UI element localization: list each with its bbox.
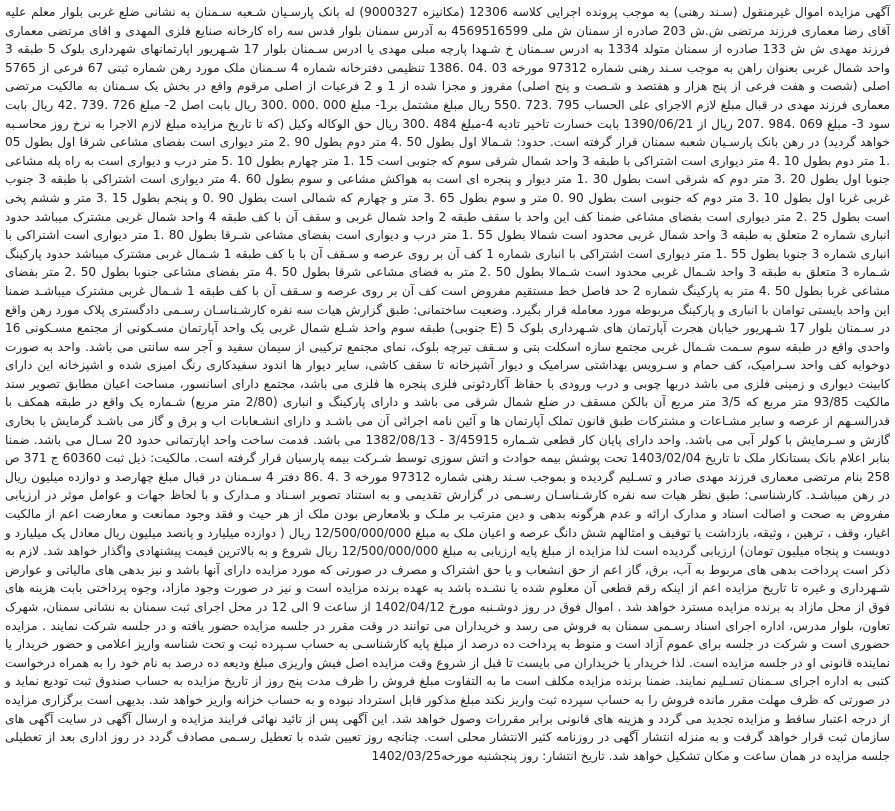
- notice-body-text: آگهی مزایده اموال غیرمنقول (سـند رهنی) به موجب پرونده اجرایی کلاسه 12306 (مکانیزه 9000327) له بانک پارسـیان شـعبه سـمنان به نشانی ضلع غربی بلوار معلم علیه آقای رضا معماری فرزند مرتضی ش.ش 203 صادره از سمنان ش ملی 4569516599 به آدرس سمنان بلوار قدس سه راه کارخانه صنایع فلزی المهدی و اقای مرتضی معماری فرزند مهدی ش ش 133 صادره از سمنان متولد 1334 به ادرس سـمنان خ شـهدا پارچه مبلی مهدی یا ادرس سـمنان بلوار 17 شـهریور اپارتمانهای شهرداری بلوک 5 طبقه 3 واحد شمال غربی بعنوان راهن به موجب سـند رهنی شماره 97312 مورخه 03 .04 .1386 تنظیمی دفترخانه شماره 4 سـمنان ملک مورد رهن شماره ثبتی 67 فرعی از 5765 اصلی (شصت و هفت فرعی از پنج هزار و هفتصد و شـصت و پنج اصلی) مفروز و مجزا شده از 1 و 2 فرعیات از اصلی مرقوم واقع در بخش یک سـمنان به مالکیت مرتضی معماری فرزند مهدی در قبال مبلغ لازم الاجرای علی الحساب 795 .723 .550 ریال مبلغ مشتمل بر1- مبلغ 000 .000 .300 ریال بابت اصل 2- مبلغ 726 .739 .42 ریال بابت سود 3- مبلغ 069 .984 .207 ریال از 1390/06/21 بابت خسارت تاخیر تادیه 4-مبلغ 484 .300 ریال حق الوکاله وکیل (که تا تاریخ مزایده مبلغ لازم الاجرا به نرخ روز محاسـبه خواهد گردید) در رهن بانک پارسـیان شعبه سمنان قرار گرفته است. حدود: شـمالا اول بطول 50 .4 متر دوم بطول 90 .2 متر دیواری است بفضای مشاعی شرقا اول بطول 05 .1 متر دوم بطول 10 .4 متر دیواری است اشتراکی با طبقه 3 واحد شمال شرقی سوم که جنوبی است 15 .1 متر چهارم بطول 10 .5 متر درب و دیواری است به راه پله مشاعی جنوبا اول بطول 20 .3 متر دوم که شرقی است بطول 30 .1 متر دیوار و پنجره ای است به هواکش مشاعی و سوم بطول 60 .4 متر دیواری است اشتراکی با طبقه 3 جنوب غربی غربا اول بطول 10 .3 متر دوم که جنوبی است بطول 90 .0 متر و سوم بطول 65 .3 متر و چهارم که شمالی است بطول 90 .0 و پنجم بطول 15 .3 متر و ششم پخی است بطول 25 .2 متر دیواری است بفضای مشاعی ضمنا کف این واحد با سقف طبقه 2 واحد شمال غربی و سقف آن با کف طبقه 4 واحد شمال غربی مشترک میباشد حدود انباری شماره 2 متعلق به طبقه 3 واحد شمال غربی محدود است شمالا بطول 55 .1 متر درب و دیواری است بفضای مشاعی شـرقا بطول 80 .1 متر دیواری است اشتراکی با انباری شماره 3 جنوبا بطول 55 .1 متر دیواری است اشتراکی با انباری شماره 1 کف آن بر روی عرصه و سـقف آن با با کف طبقه 1 شـمال غربی مشترک میباشد حدود پارکینگ شـماره 3 متعلق به طبقه 3 واحد شـمال غربی محدود است شـمالا بطول 50 .2 متر به فضای مشاعی شرقا بطول 50 .4 متر بفضای مشاعی جنوبا بطول 50 .2 متر بفضای مشاعی غربا بطول 50 .4 متر به پارکینگ شماره 2 حد فاصل خط مستقیم مفروض است کف آن بر روی عرصه و سـقف آن با کف طبقه 1 شـمال غربی مشترک میباشـد ضمنا این واحد بایستی توامان با انباری و پارکینگ مربوطه مورد معامله قرار بگیرد. وضعیت ساختمانی: طبق گزارش هیات سه نفره کارشـناسـان رسـمی دادگستری پلاک مورد رهن واقع در سـمنان بلوار 17 شـهریور خیابان هجرت آپارتمان های شـهرداری بلوک 5 (E جنوبی) طبقه سوم واحد شـلع شمال غربی یک واحد آپارتمان مسـکونی از مجتمع مسـکونی 16 واحدی واقع در طبقه سوم سـمت شـمال غربی مجتمع سازه اسکلت بتی و سـقف تیرچه بلوک، نمای مجتمع ترکیبی از سیمان سفید و آجر سه سانتی می باشد. واحد به صورت دوخوابه کف واحد سـرامیک، کف حمام و سـرویس بهداشتی سرامیک و دیوار آشپزخانه تا سقف کاشی، سایر دیوار ها اندود سفیدکاری رنگ امیزی شده و اشپزخانه این دارای کابینت دیواری و زمینی فلزی می باشد دربها چوبی و درب ورودی با حفاظ آکاردئونی فلزی پنجره ها فلزی می باشد، مجتمع دارای اسانسور، مساحت اعیان مطابق تصویر سند مالکیت 93/85 متر مربع که 3/5 متر مربع آن بالکن مسقف در ضلع شمال شرقی می باشد و دارای پارکینگ و انباری (2/80 متر مربع) شـماره یک واقع در طبقه همکف با قدرالسـهم از عرصه و سایر مشـاعات و مشترکات طبق قانون تملک آپارتمان ها و آئین نامه اجرائی آن می باشـد و دارای انشـعابات اب و برق و گاز می باشـد گرمایش با بخاری گازش و سـرمایش با کولر آبی می باشد. واحد دارای پایان کار قطعی شـماره 3/45915 - 1382/08/13 می باشد. قدمت ساخت واحد اپارتمانی حدود 20 سـال می باشد. ضمنا بنابر اعلام بانک بستانکار ملک تا تاریخ 1403/02/04 تحت پوشش بیمه حوادث و اتش سوزی توسط شـرکت بیمه پارسیان قرار گرفته است. مالکیت: ذیل ثبت 60360 ج 371 ص 258 بنام مرتضی معماری فرزند مهدی صادر و تسـلیم گردیده و بموجب سـند رهنی شماره 97312 مورخه 3 .4 .86 دفتر 4 سـمنان در قبال مبلغ چهارصد و دوازده میلیون ریال در رهن میباشـد. کارشناسی: طبق نظر هیات سه نفره کارشـناسـان رسـمی در گزارش تقدیمی و به استناد تصویر اسـناد و مـدارک و با لحاظ جهات و عوامل موثر در ارزیابی مفروض به صحت و اصالت اسناد و مدارک ارائه و عدم هرگونه بدهی و دین مترتب بر ملـک و بلامعارض بودن ملک از هر حیث و فقد وجود ممانعت و معارضت اعم از مالکیت اغیار، وقف ، ترهین ، وثیقه، بازداشت یا توقیف و امثالهم شش دانگ عرصه و اعیان ملک به مبلغ 12/500/000/000 ریال ( دوازده میلیارد و پانصد میلیون ریال معادل یک میلیارد و دویست و پنجاه میلیون تومان) ارزیابی گردیده است لذا مزایده از مبلغ پایه ارزیابی به مبلغ 12/500/000/000 ریال شروع و به بالاترین قیمت پیشنهادی واگذار خواهد شد. لازم به ذکر است پرداخت بدهی های مربوط به آب، برق، گاز اعم از حق انشعاب و یا حق اشتراک و مصرف در صورتی که مورد مزایده دارای آنها باشد و نیز بدهی های مالیاتی و عوارض شـهرداری و غیره تا تاریخ مزایده اعم از اینکه رقم قطعی آن معلوم شده یا نشـده باشد به عهده برنده مزایده است و نیز در صورت وجود مازاد، وجوه پرداختی بابت هزینه های فوق از محل مازاد به برنده مزایده مسترد خواهد شد . اموال فوق در روز دوشـنبه مورخ 1402/04/12 از ساعت 9 الی 12 در محل اجرای ثبت سمنان به نشانی سمنان، شهرک تعاون، بلوار مدرس، اداره اجرای اسناد رسـمی سمنان به فروش می رسد و خریداران می توانند در وقت مقرر در جلسه مزایده حضور یافته و در جلسه شرکت نمایند . مزایده حضوری است و شرکت در جلسه برای عموم آزاد است و منوط به پرداخت ده درصد از مبلغ پایه کارشناسـی به حساب سـپرده ثبت و تحت شناسه واریز اعلامی و حضور خریدار یا نماینده قانونی او در جلسه مزایده است. لذا خریدار یا خریداران می بایست تا قبل از شروع وقت مزایده اصل فیش واریزی مبلغ ودیعه ده درصد به نام خود را به همراه درخواست کتبی به اداره اجرای سـمنان تسـلیم نمایند. ضمنا برنده مزایده مکلف است ما به التفاوت مبلغ فروش را ظرف مدت پنج روز از تاریخ مزایده به حساب صندوق ثبت تودیع نماید و در صورتی که ظرف مهلت مقرر مانده فروش را به حساب سپرده ثبت واریز نکند مبلغ مذکور قابل استرداد نبوده و به حساب خزانه واریز خواهد شد. بدیهی است برگزاری مزایده از درجه اعتبار ساقط و مزایده تجدید می گردد و هزینه های قانونی برابر مقررات وصول خواهد شد. این آگهی پس از تائید نهائی فرایند مزایده و ارسال آگهی در سایت آگهی های سازمان ثبت قرار خواهد گرفت و به منزله انتشار آگهی در روزنامه کثیر الانتشار محلی است. چنانچه روز تعیین شده با تعطیل رسـمی مصادف گردد در روز اداری بعد از تعطیلی جلسه مزایده در همان ساعت و مکان تشکیل خواهد شد. تاریخ انتشار: روز پنجشنبه مورخه1402/03/25: [5, 5, 891, 763]
